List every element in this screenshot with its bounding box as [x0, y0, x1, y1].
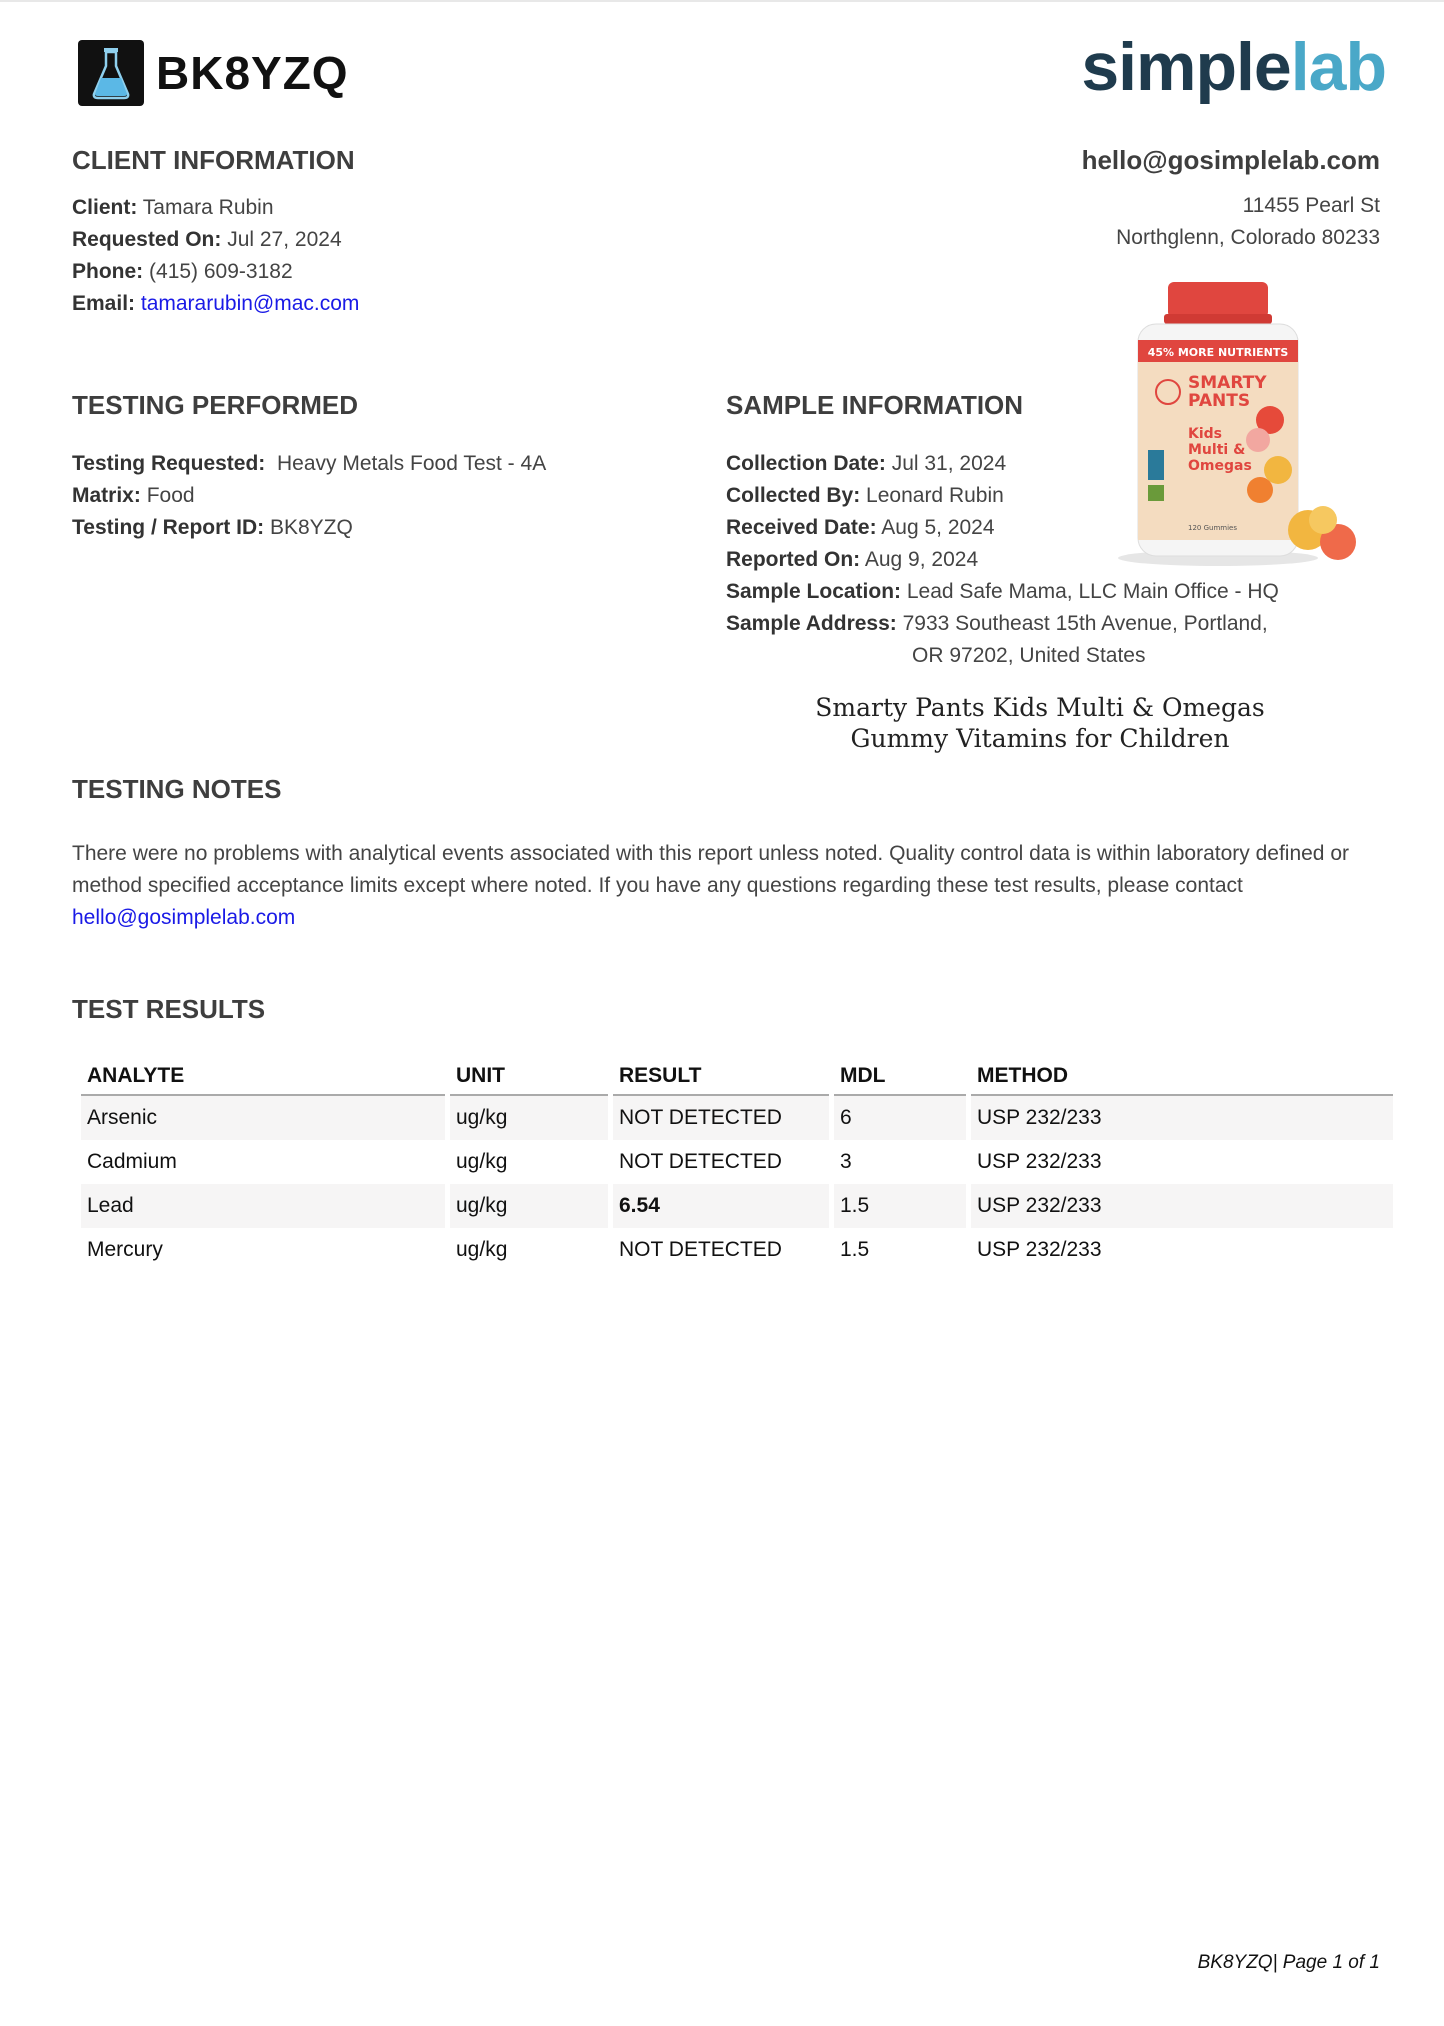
method-cell: USP 232/233	[977, 1238, 1102, 1261]
unit-cell: ug/kg	[456, 1150, 508, 1173]
collection-date-label: Collection Date:	[726, 452, 886, 475]
product-caption-line2: Gummy Vitamins for Children	[850, 724, 1230, 753]
column-header-result: RESULT	[613, 1058, 829, 1096]
method-cell: USP 232/233	[971, 1184, 1393, 1228]
bottle-name-line2: Multi &	[1188, 442, 1246, 458]
sample-location-row	[726, 576, 1279, 608]
product-caption-line1: Smarty Pants Kids Multi & Omegas	[815, 693, 1265, 722]
requested-label: Requested On:	[72, 228, 222, 251]
analyte-cell: Lead	[81, 1184, 445, 1228]
results-table	[76, 1058, 1398, 1272]
result-cell: 6.54	[613, 1184, 829, 1228]
client-row	[72, 192, 274, 224]
notes-email-link[interactable]: hello@gosimplelab.com	[72, 906, 296, 929]
requested-value: Jul 27, 2024	[227, 228, 342, 251]
brand-part-simple: simple	[1081, 29, 1291, 105]
sample-address-value-line2: OR 97202, United States	[912, 644, 1146, 667]
sample-address-label: Sample Address:	[726, 612, 897, 635]
collection-date-value: Jul 31, 2024	[891, 452, 1007, 475]
column-header-analyte: ANALYTE	[81, 1058, 445, 1096]
sample-info-heading: SAMPLE INFORMATION	[726, 390, 1024, 420]
matrix-label: Matrix:	[72, 484, 141, 507]
bottle-name-line3: Omegas	[1188, 458, 1252, 474]
client-info-heading: CLIENT INFORMATION	[72, 145, 355, 175]
unit-cell: ug/kg	[450, 1096, 608, 1140]
sample-address-value-line1: 7933 Southeast 15th Avenue, Portland,	[902, 612, 1268, 635]
phone-value: (415) 609-3182	[149, 260, 293, 283]
received-date-value: Aug 5, 2024	[881, 516, 995, 539]
client-value: Tamara Rubin	[142, 196, 274, 219]
requested-row	[72, 224, 342, 256]
result-cell: NOT DETECTED	[619, 1238, 782, 1261]
table-row	[81, 1228, 1393, 1272]
report-id-row	[72, 512, 353, 544]
collected-by-row	[726, 480, 1004, 512]
results-header-row	[81, 1058, 1393, 1096]
testing-notes-text	[72, 838, 1352, 934]
analyte-cell: Arsenic	[81, 1096, 445, 1140]
sample-location-label: Sample Location:	[726, 580, 902, 603]
mdl-cell: 1.5	[834, 1184, 966, 1228]
testing-requested-row	[72, 448, 546, 480]
notes-body: There were no problems with analytical events associated with this report unless noted. Quality control data is within laboratory defined or method specified acceptance limits except where noted. If you have any questions regarding these test results, please contact	[72, 842, 1349, 897]
analyte-cell: Cadmium	[87, 1150, 177, 1173]
sample-location-value: Lead Safe Mama, LLC Main Office - HQ	[906, 580, 1279, 603]
lab-address-line2: Northglenn, Colorado 80233	[1116, 226, 1380, 249]
result-cell: NOT DETECTED	[613, 1096, 829, 1140]
top-divider	[0, 0, 1444, 2]
mdl-cell: 3	[840, 1150, 852, 1173]
column-header-method: METHOD	[971, 1058, 1393, 1096]
table-row	[81, 1140, 1393, 1184]
method-cell: USP 232/233	[971, 1096, 1393, 1140]
matrix-row	[72, 480, 195, 512]
testing-requested-value: Heavy Metals Food Test - 4A	[276, 452, 547, 475]
sample-address-row	[726, 608, 1268, 640]
email-label: Email:	[72, 292, 136, 315]
brand-part-lab: lab	[1290, 29, 1386, 105]
collected-by-value: Leonard Rubin	[866, 484, 1004, 507]
product-image	[1108, 280, 1368, 570]
footer-page-text: | Page 1 of 1	[1272, 1952, 1380, 1973]
reported-on-value: Aug 9, 2024	[864, 548, 979, 571]
column-header-unit: UNIT	[450, 1058, 608, 1096]
bottle-count: 120 Gummies	[1188, 524, 1237, 532]
page-footer	[1198, 1952, 1380, 1974]
report-id-label: Testing / Report ID:	[72, 516, 265, 539]
client-email-link[interactable]: tamararubin@mac.com	[140, 292, 360, 315]
received-date-row	[726, 512, 995, 544]
testing-performed-heading: TESTING PERFORMED	[72, 390, 359, 420]
bottle-brand-line1: SMARTY	[1188, 373, 1267, 393]
analyte-cell: Mercury	[87, 1238, 163, 1261]
report-id-value: BK8YZQ	[269, 516, 353, 539]
bottle-name-line1: Kids	[1188, 426, 1223, 442]
table-row	[81, 1096, 1393, 1140]
reported-on-row	[726, 544, 978, 576]
received-date-label: Received Date:	[726, 516, 877, 539]
mdl-cell: 6	[834, 1096, 966, 1140]
client-label: Client:	[72, 196, 138, 219]
test-results-heading: TEST RESULTS	[72, 994, 266, 1024]
lab-contact-email: hello@gosimplelab.com	[1081, 145, 1380, 175]
matrix-value: Food	[146, 484, 195, 507]
testing-notes-heading: TESTING NOTES	[72, 774, 282, 804]
method-cell: USP 232/233	[977, 1150, 1102, 1173]
mdl-cell: 1.5	[840, 1238, 870, 1261]
column-header-mdl: MDL	[834, 1058, 966, 1096]
simplelab-logo	[1081, 28, 1386, 106]
lab-address-line1: 11455 Pearl St	[1242, 194, 1380, 217]
product-caption	[780, 692, 1300, 754]
flask-icon	[78, 40, 144, 106]
collection-date-row	[726, 448, 1006, 480]
unit-cell: ug/kg	[456, 1238, 508, 1261]
bottle-banner: 45% MORE NUTRIENTS	[1147, 346, 1289, 359]
phone-label: Phone:	[72, 260, 144, 283]
collected-by-label: Collected By:	[726, 484, 861, 507]
report-id: BK8YZQ	[156, 47, 349, 99]
phone-row	[72, 256, 293, 288]
table-row	[81, 1184, 1393, 1228]
report-id-logo	[78, 40, 349, 106]
footer-report-id: BK8YZQ	[1197, 1952, 1273, 1973]
unit-cell: ug/kg	[450, 1184, 608, 1228]
testing-requested-label: Testing Requested:	[72, 452, 266, 475]
reported-on-label: Reported On:	[726, 548, 861, 571]
bottle-brand-line2: PANTS	[1188, 391, 1251, 411]
email-row	[72, 288, 359, 320]
result-cell: NOT DETECTED	[619, 1150, 782, 1173]
